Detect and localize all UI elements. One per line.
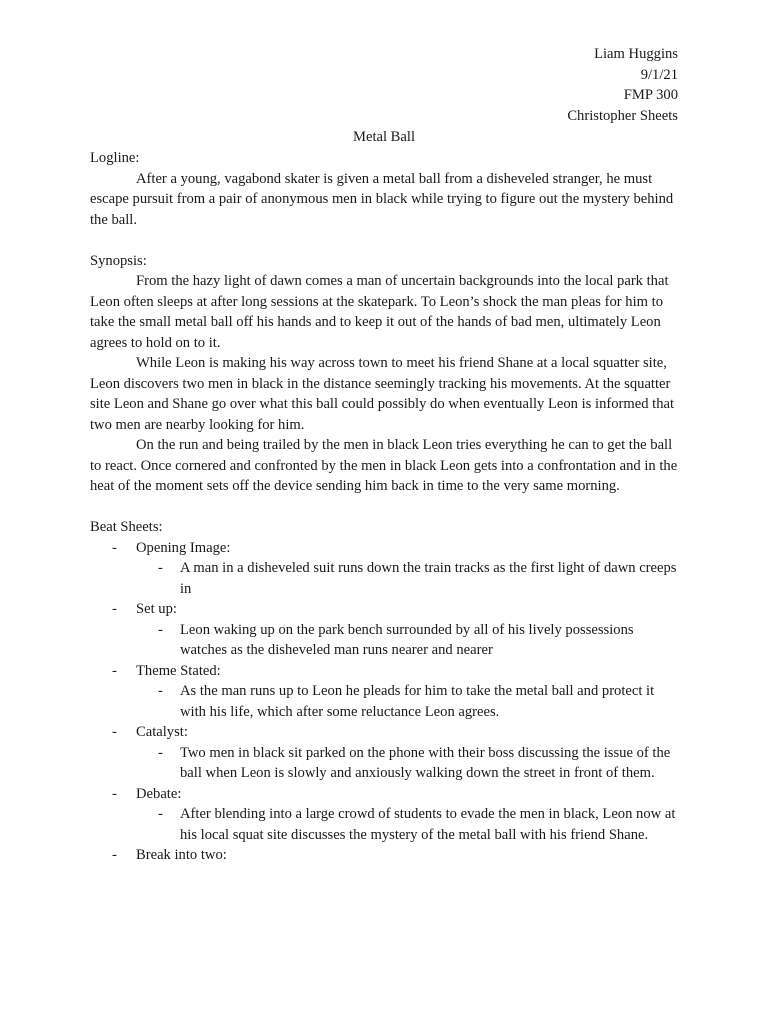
dash-bullet: - (158, 683, 163, 699)
beat-detail (90, 743, 682, 784)
beat-label: Opening Image: (136, 539, 231, 556)
document-title: Metal Ball (352, 129, 415, 145)
course-code: FMP 300 (623, 87, 678, 103)
beat-detail-text: Two men in black sit parked on the phone with their boss discussing the issue of the ball when Leon is slowly and anxiously walking down the street in front of them. (180, 744, 671, 781)
dash-bullet: - (158, 560, 163, 576)
beat-detail-text: Leon waking up on the park bench surrounded by all of his lively possessions watches as the disheveled man runs nearer and nearer (180, 621, 634, 658)
synopsis-paragraph: On the run and being trailed by the men in black Leon tries everything he can to get the ball to react. Once cornered and confronted by the men in black Leon gets into a confrontation and in the heat of the moment sets off the device sending him back in time to the very same morning. (90, 437, 678, 494)
dash-bullet: - (158, 744, 163, 761)
beat-label: Set up: (136, 601, 177, 617)
instructor-name: Christopher Sheets (567, 107, 678, 124)
logline-text: After a young, vagabond skater is given a metal ball from a disheveled stranger, he must escape pursuit from a pair of anonymous men in black while trying to figure out the mystery behind the ball. (90, 170, 674, 228)
beat-item (90, 845, 682, 866)
date: 9/1/21 (640, 66, 678, 83)
dash-bullet: - (158, 806, 163, 822)
dash-bullet: - (158, 621, 163, 638)
beat-item (90, 784, 682, 805)
beat-sheets-heading: Beat Sheets: (90, 519, 163, 535)
dash-bullet: - (112, 601, 117, 617)
beat-label: Catalyst: (136, 724, 188, 740)
beat-detail-text: After blending into a large crowd of students to evade the men in black, Leon now at his local squat site discusses the mystery of the metal ball with his friend Shane. (180, 806, 676, 843)
beat-item (90, 722, 682, 743)
beat-item (90, 538, 682, 559)
beat-label: Theme Stated: (136, 662, 221, 679)
synopsis-paragraph: From the hazy light of dawn comes a man of uncertain backgrounds into the local park that Leon often sleeps at after long sessions at the skatepark. To Leon’s shock the man pleas for him to take the small metal ball off his hands and to keep it out of the hands of bad men, ultimately Leon agrees to hold on to it. (90, 273, 669, 351)
beat-item (90, 599, 682, 620)
beat-item (90, 661, 682, 682)
beat-detail-text: As the man runs up to Leon he pleads for him to take the metal ball and protect it with his life, which after some reluctance Leon agrees. (180, 683, 655, 720)
beat-detail (90, 681, 682, 722)
beat-label: Break into two: (136, 847, 227, 863)
dash-bullet: - (112, 724, 117, 740)
beat-detail (90, 558, 682, 599)
dash-bullet: - (112, 785, 117, 802)
beat-detail (90, 804, 682, 845)
beat-detail-text: A man in a disheveled suit runs down the train tracks as the first light of dawn creeps in (180, 560, 677, 597)
dash-bullet: - (112, 847, 117, 863)
dash-bullet: - (112, 539, 117, 556)
author-name: Liam Huggins (594, 46, 678, 62)
document-body (90, 148, 682, 866)
beat-detail (90, 620, 682, 661)
header-block (567, 44, 678, 126)
beat-label: Debate: (136, 785, 182, 802)
synopsis-heading: Synopsis: (90, 252, 147, 269)
logline-heading: Logline: (90, 150, 140, 166)
dash-bullet: - (112, 662, 117, 679)
synopsis-paragraph: While Leon is making his way across town to meet his friend Shane at a local squatter site, Leon discovers two men in black in the distance seemingly tracking his movements. At the squatter site Leon and Shane go over what this ball could possibly do when eventually Leon is informed that two men are nearby looking for him. (90, 355, 675, 433)
